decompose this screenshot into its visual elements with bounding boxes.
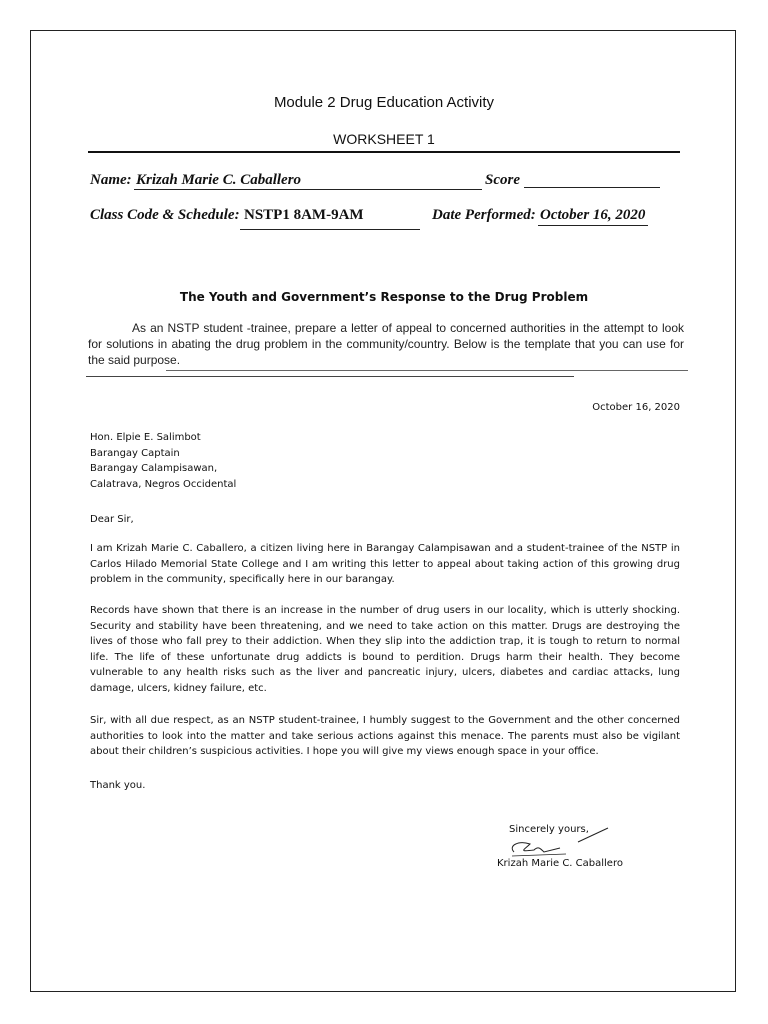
worksheet-title: Module 2 Drug Education Activity [273, 94, 495, 111]
activity-instructions: As an NSTP student -trainee, prepare a letter of appeal to concerned authorities in the attempt to look for solutions in abating the drug problem in the community/country. Below is the template that you can use for the said purpose. [88, 321, 684, 367]
worksheet-subtitle: WORKSHEET 1 [333, 131, 435, 147]
name-underline [134, 189, 482, 190]
letter-recipient [90, 430, 236, 492]
date-underline [538, 225, 648, 226]
instructions-rule-light [166, 370, 688, 371]
letter-signoff: Sincerely yours, [509, 824, 589, 835]
letter-paragraph: Sir, with all due respect, as an NSTP student-trainee, I humbly suggest to the Government and the other concerned authorities to look into the matter and take serious actions against this menace. The parents must also be vigilant about their children’s suspicious activities. I hope you will give my views enough space in your office. [90, 715, 680, 757]
score-underline [524, 187, 660, 188]
class-label: Class Code & Schedule: [90, 207, 240, 223]
letter-paragraph: I am Krizah Marie C. Caballero, a citizen living here in Barangay Calampisawan and a student-trainee of the NSTP in Carlos Hilado Memorial State College and I am writing this letter to appeal about taking action of this growing drug problem in the community, specifically here in our barangay. [90, 543, 680, 585]
letter-paragraph: Records have shown that there is an increase in the number of drug users in our locality, which is utterly shocking. Security and stability have been threatening, and we need to take action on this matter. Drugs are destroying the lives of those who fall prey to their addiction. When they slip into the addiction trap, it is tough to return to normal life. The life of these unfortunate drug addicts is bound to perdition. Drugs harm their health. They become vulnerable to any health risks such as the liver and pancreatic injury, ulcers, diabetes and cardiac attacks, lung damage, ulcers, kidney failure, etc. [90, 605, 680, 694]
letter-salutation: Dear Sir, [90, 514, 134, 525]
activity-title: The Youth and Government’s Response to the Drug Problem [179, 290, 589, 304]
date-label: Date Performed: [432, 207, 536, 223]
recipient-line: Barangay Captain [90, 447, 180, 459]
instructions-rule [86, 376, 574, 377]
signature-scribble-icon [500, 826, 620, 862]
class-value[interactable]: NSTP1 8AM-9AM [244, 207, 364, 223]
name-value[interactable]: Krizah Marie C. Caballero [136, 172, 302, 188]
recipient-line: Calatrava, Negros Occidental [90, 478, 237, 490]
letter-closing: Thank you. [90, 780, 146, 791]
class-underline [240, 229, 420, 230]
recipient-line: Barangay Calampisawan, [90, 463, 218, 474]
name-label: Name: [90, 172, 132, 188]
header-rule [88, 151, 680, 153]
score-label: Score [485, 172, 520, 188]
recipient-line: Hon. Elpie E. Salimbot [90, 432, 201, 443]
date-value[interactable]: October 16, 2020 [540, 207, 646, 223]
letter-date: October 16, 2020 [592, 402, 680, 413]
letter-signatory: Krizah Marie C. Caballero [497, 858, 623, 869]
